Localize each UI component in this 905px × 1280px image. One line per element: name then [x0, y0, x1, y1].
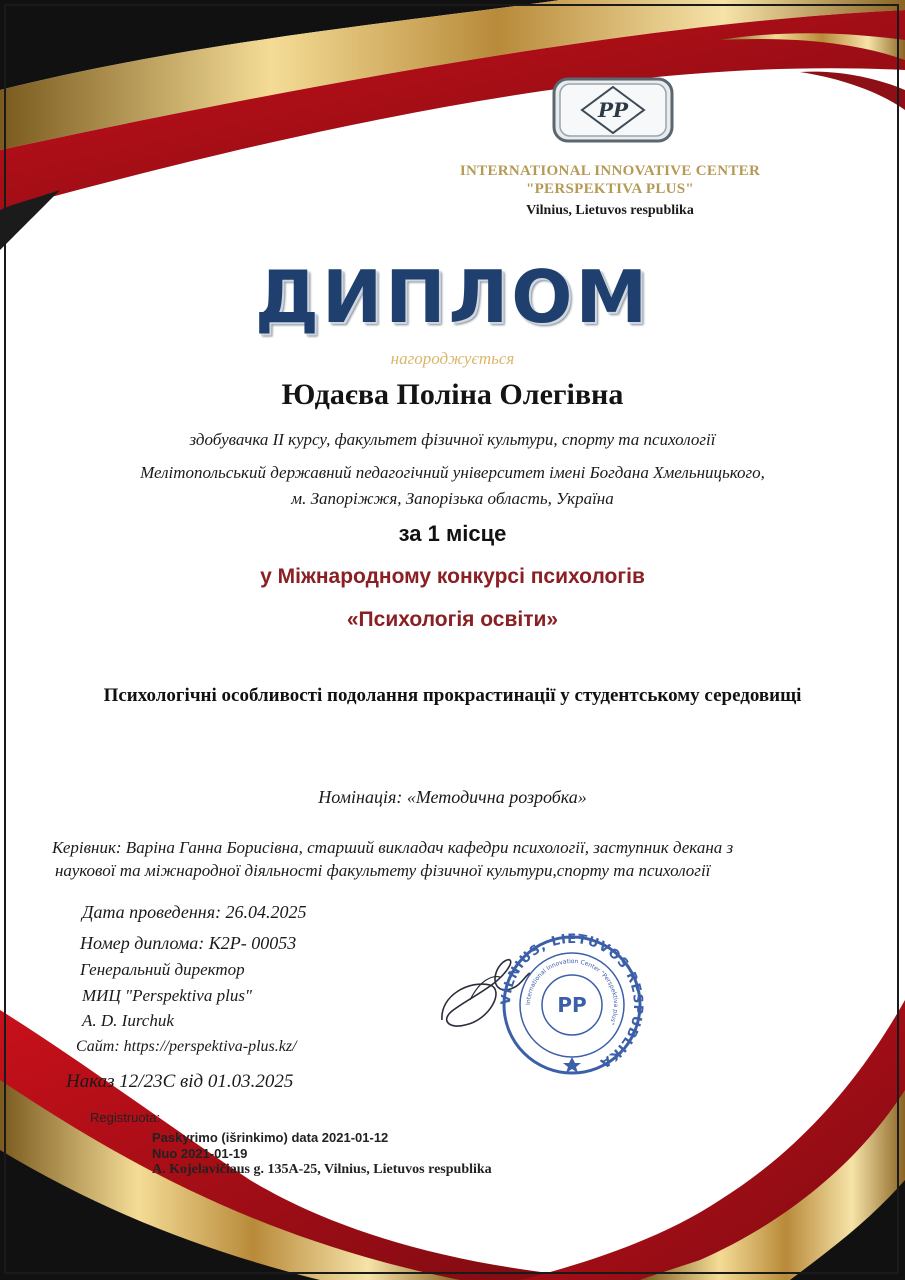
order-number: Наказ 12/23С від 01.03.2025 [66, 1071, 294, 1092]
registration-date: Paskyrimo (išrinkimo) data 2021-01-12 [152, 1130, 389, 1145]
registration-label: Registruota: [90, 1110, 161, 1125]
diploma-number: Номер диплома: К2Р- 00053 [80, 933, 297, 953]
pp-logo-icon [548, 75, 678, 145]
registration-from: Nuo 2021-01-19 [152, 1146, 248, 1161]
awarded-label: нагороджується [390, 349, 515, 368]
website: Сайт: https://perspektiva-plus.kz/ [76, 1038, 297, 1055]
director-title: Генеральний директор [80, 960, 245, 979]
supervisor-line2: наукової та міжнародної діяльності факультету фізичної культури,спорту та психології [55, 861, 711, 880]
org-name-line2: "PERSPEKTIVA PLUS" [525, 181, 695, 197]
registration-address: A. Kojelavičiaus g. 135A-25, Vilnius, Lietuvos respublika [152, 1162, 492, 1177]
org-name-line1: INTERNATIONAL INNOVATIVE CENTER [459, 163, 761, 179]
university-name: Мелітопольський державний педагогічний університет імені Богдана Хмельницького, [140, 463, 765, 482]
work-title: Психологічні особливості подолання прокрастинації у студентському середовищі [103, 685, 802, 706]
supervisor-line1: Керівник: Варіна Ганна Борисівна, старший викладач кафедри психології, заступник декана з [52, 838, 734, 857]
svg-text:International Innovation Cente: International Innovation Center "Perspektiva plus" [524, 957, 620, 1026]
director-name: A. D. Iurchuk [82, 1011, 174, 1030]
svg-text:PP: PP [557, 993, 587, 1017]
org-location: Vilnius, Lietuvos respublika [526, 203, 694, 218]
svg-text:PP: PP [597, 98, 629, 122]
svg-text:VILNIUS, LIETUVOS RESPUBLIKA: VILNIUS, LIETUVOS RESPUBLIKA [498, 931, 646, 1071]
signature-stamp-icon [430, 925, 650, 1075]
university-location: м. Запоріжжя, Запорізька область, Україна [291, 489, 614, 508]
event-date: Дата проведення: 26.04.2025 [82, 902, 307, 922]
recipient-name: Юдаєва Поліна Олегівна [281, 378, 624, 411]
place-awarded: за 1 місце [398, 521, 507, 546]
director-org: МИЦ "Perspektiva plus" [82, 986, 253, 1005]
recipient-description: здобувачка ІІ курсу, факультет фізичної культури, спорту та психології [189, 430, 716, 449]
diploma-title: ДИПЛОМ [254, 255, 651, 339]
nomination: Номінація: «Методична розробка» [318, 787, 587, 807]
contest-name: у Міжнародному конкурсі психологів [260, 565, 645, 588]
contest-title: «Психологія освіти» [346, 608, 559, 631]
